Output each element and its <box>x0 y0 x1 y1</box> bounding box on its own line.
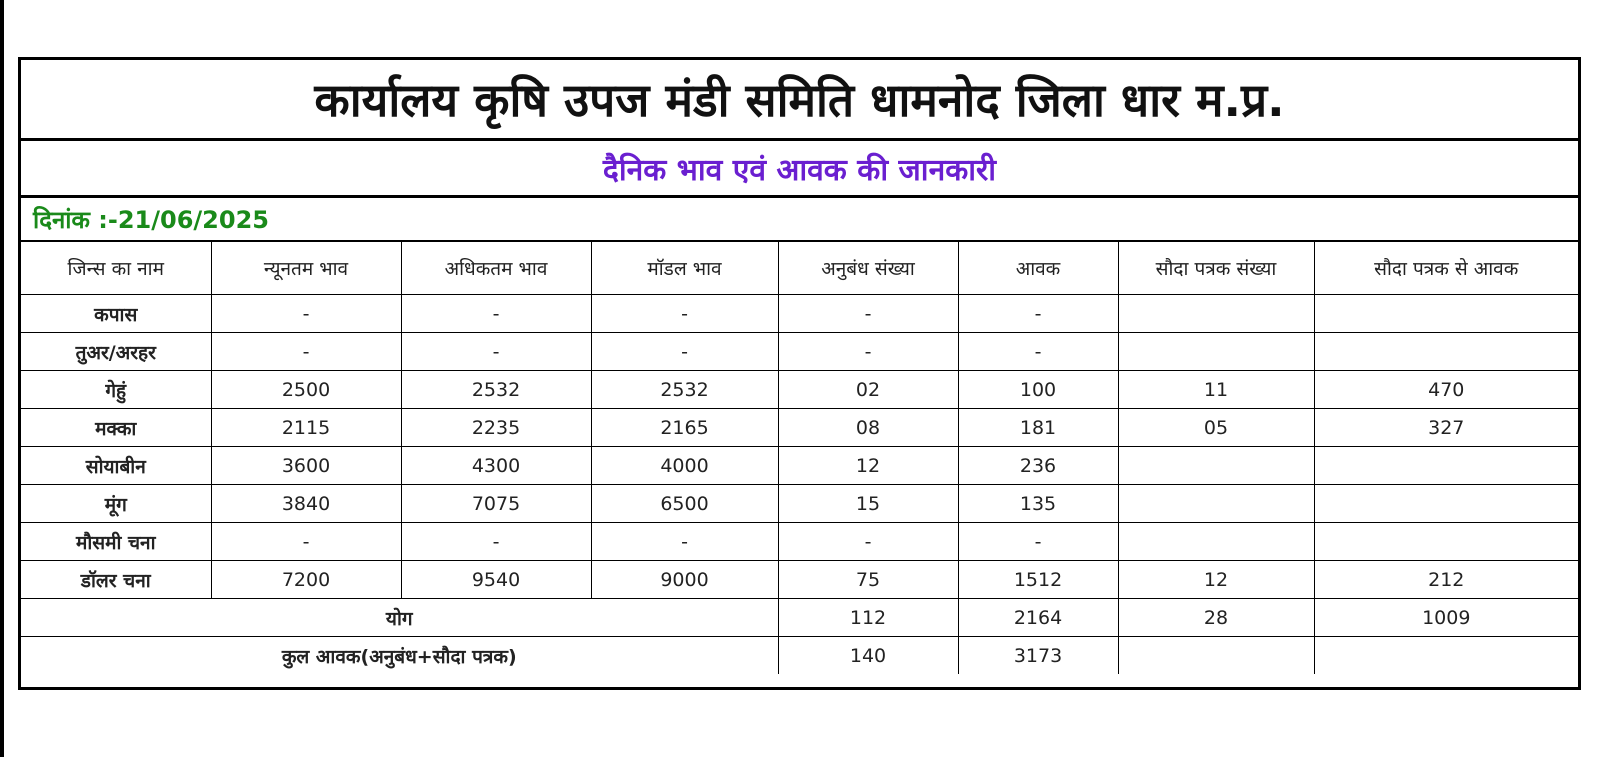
contract-count: 12 <box>778 447 958 485</box>
contract-count: 75 <box>778 561 958 599</box>
deal-arrival <box>1314 485 1578 523</box>
contract-count: 15 <box>778 485 958 523</box>
total-label: योग <box>21 599 778 637</box>
commodity-name: सोयाबीन <box>21 447 211 485</box>
commodity-name: कपास <box>21 295 211 333</box>
model-price: - <box>591 523 778 561</box>
contract-count: 02 <box>778 371 958 409</box>
min-price: - <box>211 333 401 371</box>
min-price: 3600 <box>211 447 401 485</box>
deal-arrival: 327 <box>1314 409 1578 447</box>
date-label: दिनांक :-21/06/2025 <box>21 198 1578 242</box>
arrival: - <box>958 295 1118 333</box>
arrival: 236 <box>958 447 1118 485</box>
model-price: - <box>591 333 778 371</box>
min-price: - <box>211 295 401 333</box>
mandi-rate-sheet <box>18 57 1581 690</box>
grand-total-contract: 140 <box>778 637 958 675</box>
model-price: - <box>591 295 778 333</box>
arrival: 181 <box>958 409 1118 447</box>
min-price: - <box>211 523 401 561</box>
table-row <box>21 485 1578 523</box>
commodity-name: मक्का <box>21 409 211 447</box>
commodity-name: तुअर/अरहर <box>21 333 211 371</box>
deal-count: 12 <box>1118 561 1314 599</box>
col-header-commodity: जिन्स का नाम <box>21 242 211 295</box>
min-price: 3840 <box>211 485 401 523</box>
model-price: 6500 <box>591 485 778 523</box>
table-row <box>21 295 1578 333</box>
max-price: - <box>401 295 591 333</box>
max-price: - <box>401 333 591 371</box>
max-price: 4300 <box>401 447 591 485</box>
total-row <box>21 599 1578 637</box>
deal-count <box>1118 485 1314 523</box>
contract-count: - <box>778 333 958 371</box>
model-price: 2165 <box>591 409 778 447</box>
max-price: 9540 <box>401 561 591 599</box>
deal-arrival <box>1314 295 1578 333</box>
commodity-name: डॉलर चना <box>21 561 211 599</box>
min-price: 2500 <box>211 371 401 409</box>
deal-count: 05 <box>1118 409 1314 447</box>
grand-total-row <box>21 637 1578 675</box>
grand-total-label: कुल आवक(अनुबंध+सौदा पत्रक) <box>21 637 778 675</box>
table-row <box>21 371 1578 409</box>
col-header-deal-count: सौदा पत्रक संख्या <box>1118 242 1314 295</box>
max-price: - <box>401 523 591 561</box>
table-row <box>21 523 1578 561</box>
model-price: 9000 <box>591 561 778 599</box>
contract-count: - <box>778 523 958 561</box>
deal-count: 11 <box>1118 371 1314 409</box>
max-price: 7075 <box>401 485 591 523</box>
page-title: कार्यालय कृषि उपज मंडी समिति धामनोद जिला धार म.प्र. <box>21 60 1578 141</box>
arrival: 100 <box>958 371 1118 409</box>
deal-arrival: 212 <box>1314 561 1578 599</box>
commodity-name: मूंग <box>21 485 211 523</box>
model-price: 2532 <box>591 371 778 409</box>
deal-count <box>1118 295 1314 333</box>
col-header-deal-arrival: सौदा पत्रक से आवक <box>1314 242 1578 295</box>
deal-count <box>1118 523 1314 561</box>
col-header-min-price: न्यूनतम भाव <box>211 242 401 295</box>
min-price: 7200 <box>211 561 401 599</box>
arrival: - <box>958 523 1118 561</box>
grand-total-arrival: 3173 <box>958 637 1118 675</box>
deal-arrival <box>1314 447 1578 485</box>
max-price: 2235 <box>401 409 591 447</box>
model-price: 4000 <box>591 447 778 485</box>
left-edge-border <box>0 0 4 757</box>
total-deal-count: 28 <box>1118 599 1314 637</box>
max-price: 2532 <box>401 371 591 409</box>
total-arrival: 2164 <box>958 599 1118 637</box>
grand-total-empty-cell <box>1118 637 1314 675</box>
table-row <box>21 333 1578 371</box>
arrival: 135 <box>958 485 1118 523</box>
page-subtitle: दैनिक भाव एवं आवक की जानकारी <box>21 141 1578 198</box>
deal-count <box>1118 447 1314 485</box>
col-header-model-price: मॉडल भाव <box>591 242 778 295</box>
arrival: 1512 <box>958 561 1118 599</box>
grand-total-empty-cell <box>1314 637 1578 675</box>
contract-count: - <box>778 295 958 333</box>
total-deal-arrival: 1009 <box>1314 599 1578 637</box>
deal-arrival: 470 <box>1314 371 1578 409</box>
deal-arrival <box>1314 333 1578 371</box>
contract-count: 08 <box>778 409 958 447</box>
total-contract-count: 112 <box>778 599 958 637</box>
commodity-name: मौसमी चना <box>21 523 211 561</box>
table-row <box>21 409 1578 447</box>
col-header-contract-count: अनुबंध संख्या <box>778 242 958 295</box>
arrival: - <box>958 333 1118 371</box>
min-price: 2115 <box>211 409 401 447</box>
deal-arrival <box>1314 523 1578 561</box>
table-row <box>21 447 1578 485</box>
table-header-row <box>21 242 1578 295</box>
col-header-max-price: अधिकतम भाव <box>401 242 591 295</box>
rates-table <box>21 242 1578 674</box>
col-header-arrival: आवक <box>958 242 1118 295</box>
table-row <box>21 561 1578 599</box>
commodity-name: गेहुं <box>21 371 211 409</box>
deal-count <box>1118 333 1314 371</box>
